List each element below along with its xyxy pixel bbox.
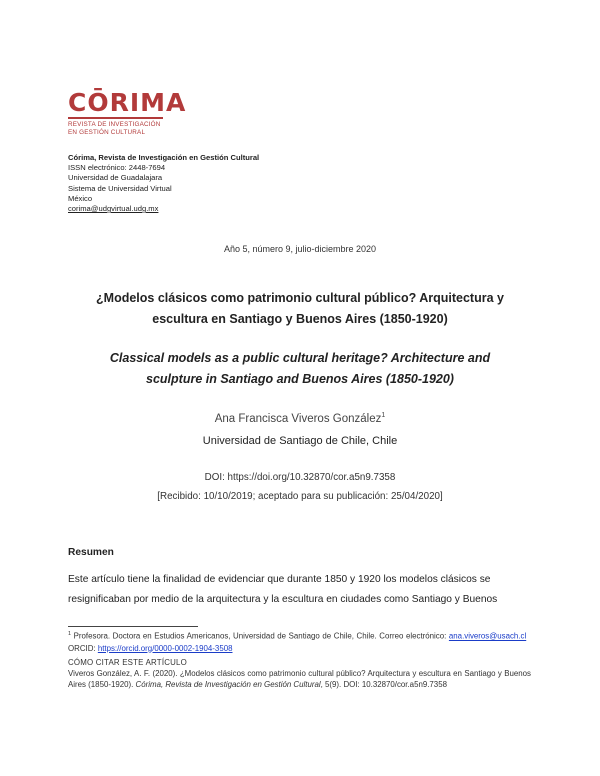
footnote-divider — [68, 626, 198, 627]
issue-info: Año 5, número 9, julio-diciembre 2020 — [223, 244, 377, 254]
journal-system: Sistema de Universidad Virtual — [68, 183, 172, 193]
journal-university: Universidad de Guadalajara — [68, 173, 163, 183]
citation-prefix: Viveros González, A. F. (2020). ¿Modelos clásicos como patrimonio cultural público? Arquitectura y escultura en Santiago y Buenos Aires (1850-1920). — [68, 669, 531, 689]
title-en-line2: sculpture in Santiago and Buenos Aires (1850-1920) — [146, 372, 454, 386]
doi-line[interactable]: DOI: https://doi.org/10.32870/cor.a5n9.7358 — [204, 472, 396, 483]
abstract-text — [68, 570, 531, 610]
journal-name: Córima, Revista de Investigación en Gestión Cultural — [68, 153, 260, 162]
journal-email-link[interactable]: corima@udgvirtual.udg.mx — [68, 204, 159, 214]
abstract-line1: Este artículo tiene la finalidad de evidenciar que durante 1850 y 1920 los modelos clásicos se — [68, 574, 491, 585]
logo-underline — [68, 117, 163, 119]
citation-suffix: , 5(9). DOI: 10.32870/cor.a5n9.7358 — [320, 680, 447, 689]
author-line — [0, 412, 600, 425]
footnote-orcid-link[interactable]: https://orcid.org/0000-0002-1904-3508 — [97, 643, 233, 653]
received-dates: [Recibido: 10/10/2019; aceptado para su publicación: 25/04/2020] — [157, 491, 443, 502]
author-name: Ana Francisca Viveros González — [214, 412, 382, 425]
citation-heading: CÓMO CITAR ESTE ARTÍCULO — [68, 658, 187, 667]
footnote-orcid-label: ORCID: — [68, 643, 98, 653]
journal-country: México — [68, 193, 93, 203]
citation-text — [68, 668, 531, 690]
logo-wordmark: CŌRIMA — [68, 88, 187, 117]
author-footnote-mark[interactable]: 1 — [381, 412, 386, 419]
footnote-email-link[interactable]: ana.viveros@usach.cl — [448, 631, 527, 641]
footnote-mark: 1 — [68, 631, 72, 637]
citation-journal: Córima, Revista de Investigación en Gestión Cultural — [135, 680, 321, 689]
journal-logo — [68, 88, 187, 137]
title-en-line1: Classical models as a public cultural heritage? Architecture and — [109, 351, 491, 365]
abstract-heading: Resumen — [68, 547, 114, 558]
logo-subtitle-line1: REVISTA DE INVESTIGACIÓN — [68, 121, 161, 128]
footnote-text: Profesora. Doctora en Estudios Americanos, Universidad de Santiago de Chile, Chile. Correo electrónico: — [71, 631, 449, 641]
author-affiliation: Universidad de Santiago de Chile, Chile — [202, 435, 398, 447]
journal-issn: ISSN electrónico: 2448-7694 — [68, 163, 166, 173]
title-es-line2: escultura en Santiago y Buenos Aires (1850-1920) — [152, 312, 448, 326]
logo-subtitle — [68, 121, 168, 137]
journal-info — [68, 153, 259, 214]
article-title-spanish — [40, 288, 560, 330]
logo-subtitle-line2: EN GESTIÓN CULTURAL — [68, 129, 146, 136]
title-es-line1: ¿Modelos clásicos como patrimonio cultural público? Arquitectura y — [96, 291, 504, 305]
article-title-english — [40, 348, 560, 390]
abstract-line2: resignificaban por medio de la arquitectura y la escultura en ciudades como Santiago y Buenos — [68, 594, 498, 605]
footnote — [68, 628, 531, 655]
